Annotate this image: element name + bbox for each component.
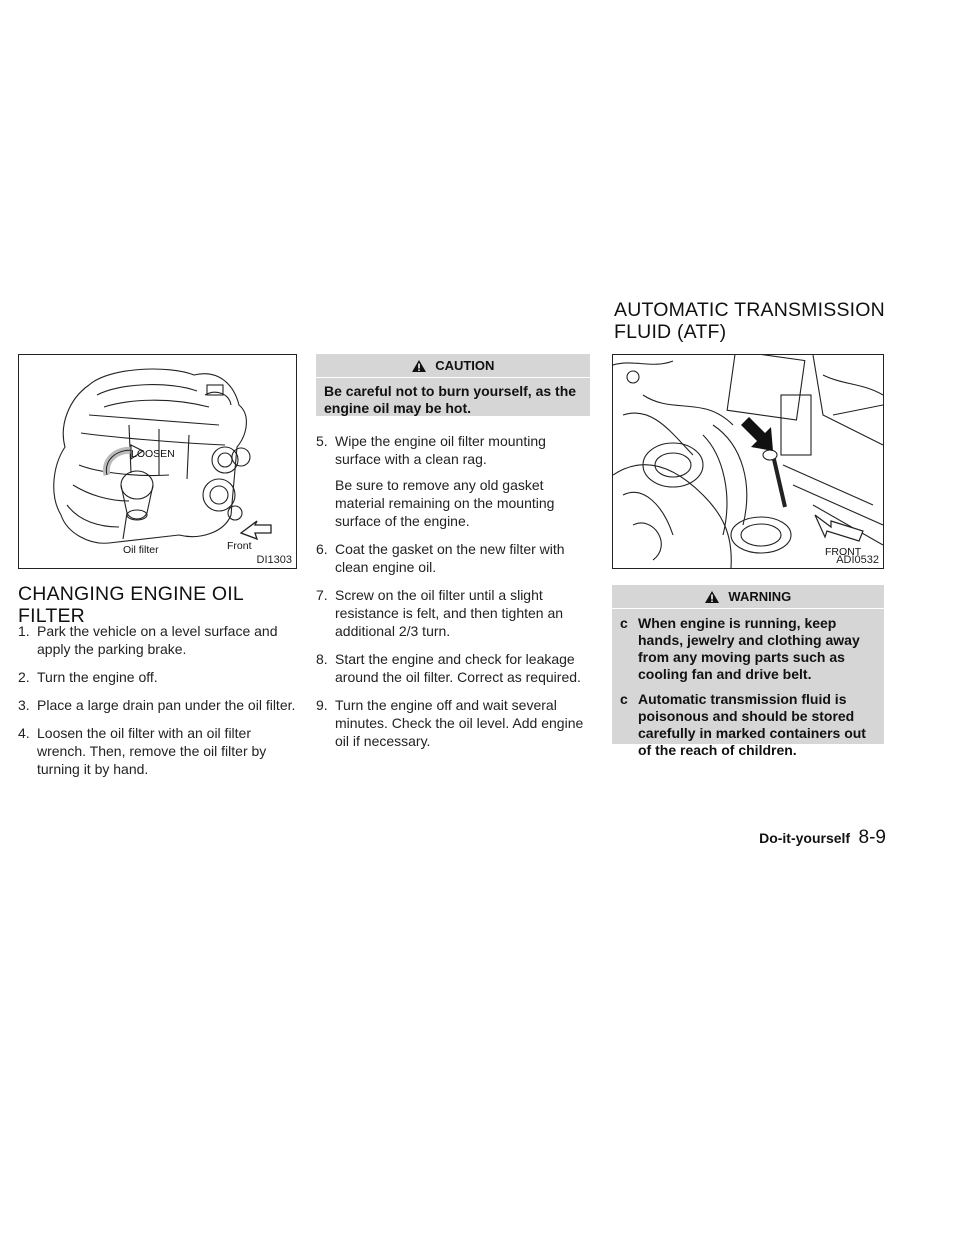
step-text: Coat the gasket on the new filter with clean engine oil.: [335, 541, 565, 575]
step-number: 7.: [316, 587, 328, 603]
step-number: 1.: [18, 623, 30, 639]
step-note: Be sure to remove any old gasket material remaining on the mounting surface of the engine.: [335, 477, 555, 529]
indicator-arrow-icon: [741, 417, 773, 451]
figure-code: ADI0532: [836, 554, 879, 566]
oil-filter-label: Oil filter: [123, 544, 159, 556]
step-item: [18, 696, 297, 714]
warning-header: [612, 585, 884, 609]
step-number: 2.: [18, 669, 30, 685]
step-item: [316, 650, 590, 686]
page-footer: [640, 827, 886, 849]
step-item: [18, 724, 297, 778]
steps-column-1: [18, 622, 297, 788]
step-text: Park the vehicle on a level surface and apply the parking brake.: [37, 623, 278, 657]
caution-text: Be careful not to burn yourself, as the engine oil may be hot.: [324, 383, 577, 416]
warning-body: [612, 609, 884, 777]
figure-atf-dipstick: [612, 354, 884, 569]
figure-oil-filter: [18, 354, 297, 569]
step-text: Turn the engine off.: [37, 669, 158, 685]
engine-illustration: [19, 355, 296, 568]
atf-heading-line1: AUTOMATIC TRANSMISSION: [614, 299, 885, 321]
step-item: [316, 540, 590, 576]
warning-item: [620, 615, 876, 683]
caution-header: [316, 354, 590, 378]
step-number: 6.: [316, 541, 328, 557]
step-text: Start the engine and check for leakage around the oil filter. Correct as required.: [335, 651, 581, 685]
front-label: FRONT: [825, 546, 862, 558]
caution-heading: CAUTION: [435, 358, 495, 373]
step-text: Place a large drain pan under the oil filter.: [37, 697, 296, 713]
warning-text: Automatic transmission fluid is poisonous and should be stored carefully in marked containers out of the reach of children.: [638, 691, 866, 758]
step-number: 5.: [316, 433, 328, 449]
step-number: 9.: [316, 697, 328, 713]
step-item: [316, 696, 590, 750]
steps-column-2: [316, 432, 590, 760]
step-text: Loosen the oil filter with an oil filter wrench. Then, remove the oil filter by turning it by hand.: [37, 725, 267, 777]
step-number: 3.: [18, 697, 30, 713]
section-title: CHANGING ENGINE OIL FILTER: [18, 583, 244, 627]
warning-heading: WARNING: [728, 589, 792, 604]
step-item: [18, 668, 297, 686]
step-text: Screw on the oil filter until a slight resistance is felt, and then tighten an additional 2/3 turn.: [335, 587, 564, 639]
warning-box: [612, 585, 884, 758]
warning-triangle-icon: [705, 591, 719, 603]
engine-bay-illustration: [613, 355, 883, 568]
page-number: 8-9: [858, 827, 886, 848]
atf-heading-line2: FLUID (ATF): [614, 321, 727, 343]
step-text: Turn the engine off and wait several minutes. Check the oil level. Add engine oil if necessary.: [335, 697, 584, 749]
bullet-mark: c: [620, 615, 628, 631]
footer-section-label: Do-it-yourself: [759, 830, 851, 846]
step-text: Wipe the engine oil filter mounting surface with a clean rag.: [335, 433, 546, 467]
caution-box: [316, 354, 590, 416]
step-number: 8.: [316, 651, 328, 667]
loosen-label: LOOSEN: [131, 448, 175, 460]
step-item: [316, 586, 590, 640]
section-heading-atf: [614, 299, 914, 343]
bullet-mark: c: [620, 691, 628, 707]
warning-text: When engine is running, keep hands, jewelry and clothing away from any moving parts such as cooling fan and drive belt.: [638, 615, 860, 682]
warning-item: [620, 691, 876, 759]
warning-triangle-icon: [412, 360, 426, 372]
front-label: Front: [227, 540, 252, 552]
step-item: [18, 622, 297, 658]
step-item: [316, 432, 590, 468]
step-number: 4.: [18, 725, 30, 741]
figure-code: DI1303: [256, 554, 292, 566]
front-arrow-icon: [815, 515, 863, 541]
